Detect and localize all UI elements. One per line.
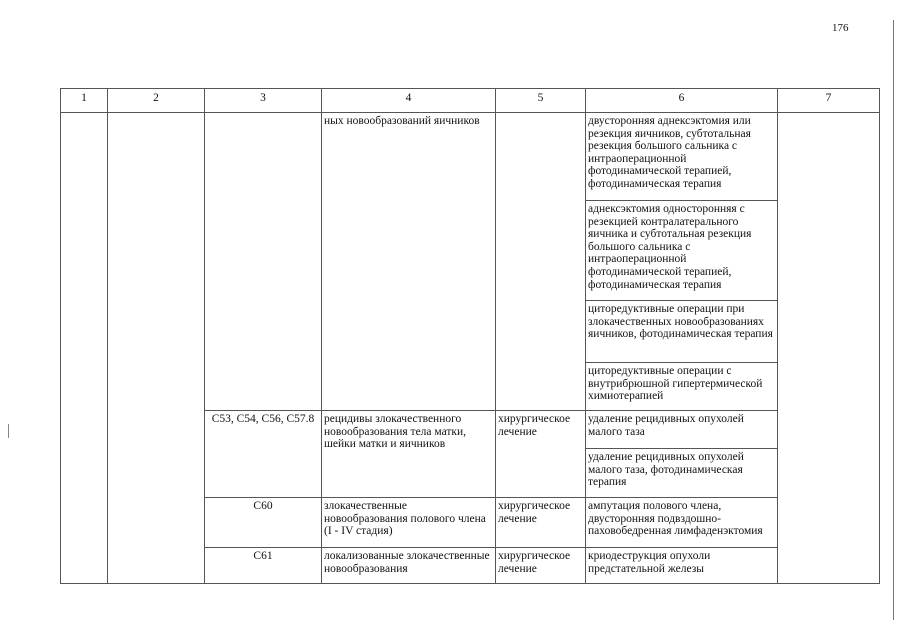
cell-method: циторедуктивные операции при злокачественных новообразованиях яичников, фотодинамическая терапия (586, 301, 778, 363)
cell-treatment-type: хирургическое лечение (496, 411, 586, 498)
cell-icd-codes: C61 (205, 548, 322, 584)
table-row (61, 113, 880, 201)
page-number: 176 (832, 22, 849, 34)
cell-treatment-type: хирургическое лечение (496, 548, 586, 584)
column-header: 6 (586, 89, 778, 113)
column-header: 4 (322, 89, 496, 113)
cell-col3 (205, 113, 322, 411)
scan-margin-mark (8, 424, 9, 438)
cell-col2 (108, 113, 205, 584)
cell-treatment-type (496, 113, 586, 411)
column-header: 3 (205, 89, 322, 113)
header-row (61, 89, 880, 113)
scan-edge-line (893, 20, 894, 620)
cell-icd-codes: C60 (205, 498, 322, 548)
column-header: 5 (496, 89, 586, 113)
cell-method: удаление рецидивных опухолей малого таза (586, 411, 778, 449)
column-header: 2 (108, 89, 205, 113)
column-header: 1 (61, 89, 108, 113)
cell-method: криодеструкция опухоли предстательной железы (586, 548, 778, 584)
cell-icd-codes: C53, C54, C56, C57.8 (205, 411, 322, 498)
cell-diagnosis: рецидивы злокачественного новообразования тела матки, шейки матки и яичников (322, 411, 496, 498)
cell-col1 (61, 113, 108, 584)
cell-diagnosis: ных новообразований яичников (322, 113, 496, 411)
cell-treatment-type: хирургическое лечение (496, 498, 586, 548)
cell-method: ампутация полового члена, двусторонняя подвздошно-паховобедренная лимфаденэктомия (586, 498, 778, 548)
cell-method: удаление рецидивных опухолей малого таза, фотодинамическая терапия (586, 449, 778, 498)
cell-method: циторедуктивные операции с внутрибрюшной гипертермической химиотерапией (586, 363, 778, 411)
cell-diagnosis: локализованные злокачественные новообразования (322, 548, 496, 584)
cell-diagnosis: злокачественные новообразования полового члена (I - IV стадия) (322, 498, 496, 548)
cell-col7 (778, 113, 880, 584)
medical-services-table (60, 88, 880, 584)
column-header: 7 (778, 89, 880, 113)
cell-method: аднексэктомия односторонняя с резекцией контралатерального яичника и субтотальная резекция большого сальника с интраоперационной фотодинамической терапией, фотодинамическая терапия (586, 201, 778, 301)
cell-method: двусторонняя аднексэктомия или резекция яичников, субтотальная резекция большого сальника с интраоперационной фотодинамической терапией, фотодинамическая терапия (586, 113, 778, 201)
